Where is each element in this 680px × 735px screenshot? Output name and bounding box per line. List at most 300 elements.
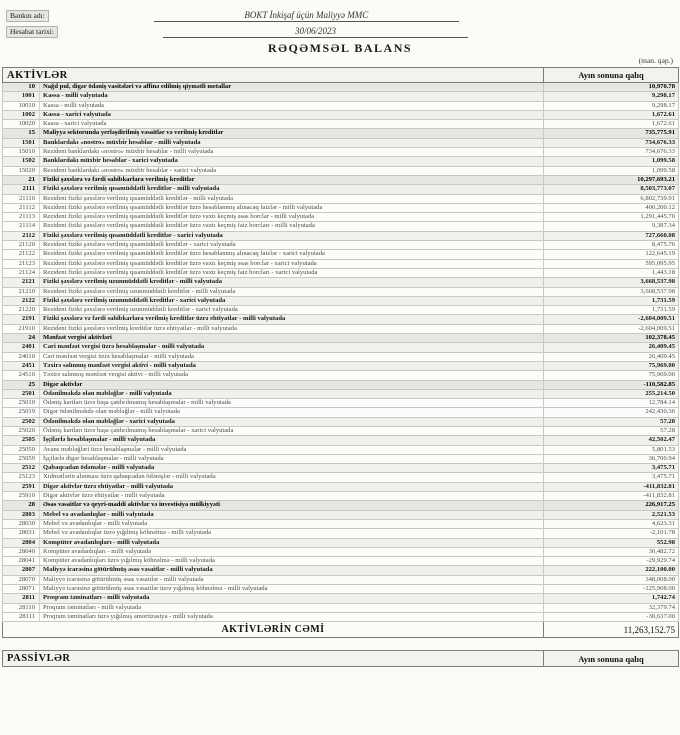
account-label: Rezident fiziki şəxslərə verilmiş qısamüddətli kreditlər - xarici valyutada [43, 241, 236, 249]
table-row [3, 287, 679, 296]
account-cell [3, 343, 544, 352]
account-cell [3, 482, 544, 491]
account-cell [3, 278, 544, 287]
table-row [3, 547, 679, 556]
account-code: 2112 [3, 232, 40, 240]
account-label: Fiziki şəxslərə verilmiş uzunmüddətli kreditlər - xarici valyutada [43, 296, 226, 304]
account-label: Rezident fiziki şəxslərə verilmiş qısamüddətli kreditlər üzrə vaxtı keçmiş faiz borcları - xarici valyutada [43, 268, 318, 276]
table-row [3, 343, 679, 352]
account-balance: 1,731.59 [544, 296, 679, 305]
account-label: Fiziki şəxslərə verilmiş qısamüddətli kreditlər - xarici valyutada [43, 231, 223, 239]
account-cell [3, 436, 544, 445]
account-label: Kassa - xarici valyutada [43, 120, 107, 128]
account-cell [3, 473, 544, 482]
account-balance: 226,917.25 [544, 501, 679, 510]
account-label: Fiziki şəxslərə və fərdi sahibkarlara verilmiş kreditlər [43, 175, 195, 183]
table-row [3, 352, 679, 361]
account-balance: -125,908.00 [544, 585, 679, 594]
account-balance: 242,430.36 [544, 408, 679, 417]
account-code: 15010 [3, 148, 40, 156]
account-cell [3, 148, 544, 157]
account-label: Nağd pul, digər ödəniş vasitələri və affinə edilmiş qiymətli metallar [43, 83, 232, 90]
account-cell [3, 557, 544, 566]
table-row [3, 278, 679, 287]
liabilities-table [2, 650, 679, 667]
table-row [3, 268, 679, 277]
account-label: Rezident fiziki şəxslərə verilmiş qısamüddətli kreditlər üzrə hesablanmış alınacaq faizlər - xarici valyutada [43, 250, 325, 258]
bank-name-row [2, 6, 678, 22]
table-row [3, 259, 679, 268]
table-row [3, 371, 679, 380]
account-code: 25123 [3, 473, 40, 481]
table-row [3, 612, 679, 621]
account-code: 21110 [3, 195, 40, 203]
account-code: 2191 [3, 315, 40, 323]
account-code: 28 [3, 501, 40, 509]
account-balance: 255,214.50 [544, 389, 679, 398]
account-cell [3, 157, 544, 166]
account-label: Rezident banklardakı «nostro» müxbir hesablar - xarici valyutada [43, 166, 217, 174]
account-balance: 735,775.91 [544, 129, 679, 138]
account-cell [3, 185, 544, 194]
account-code: 25019 [3, 408, 40, 416]
account-label: Təxirə salınmış mənfəət vergisi aktivi - milli valyutada [43, 361, 196, 369]
account-cell [3, 389, 544, 398]
table-row [3, 473, 679, 482]
account-label: Rezident fiziki şəxslərə verilmiş kreditlər üzrə ehtiyatlar - milli valyutada [43, 324, 237, 332]
account-balance: -2,604,009.51 [544, 315, 679, 324]
account-balance: 1,672.61 [544, 120, 679, 129]
account-label: Proqram təminatları üzrə yığılmış amortizasiya - milli valyutada [43, 612, 213, 620]
account-label: Rezident fiziki şəxslərə verilmiş qısamüddətli kreditlər - milli valyutada [43, 194, 234, 202]
account-cell [3, 306, 544, 315]
account-label: Digər aktivlər üzrə ehtiyatlar - milli valyutada [43, 482, 174, 490]
account-cell [3, 510, 544, 519]
assets-header-row [3, 68, 679, 83]
account-cell [3, 92, 544, 101]
account-balance: 9,298.17 [544, 92, 679, 101]
account-balance: 30,482.72 [544, 547, 679, 556]
account-cell [3, 315, 544, 324]
account-label: Banklardakı müxbir hesablar - xarici valyutada [43, 157, 178, 165]
account-cell [3, 399, 544, 408]
account-cell [3, 324, 544, 333]
account-code: 2401 [3, 343, 40, 351]
account-label: Rezident fiziki şəxslərə verilmiş uzunmüddətli kreditlər - milli valyutada [43, 287, 236, 295]
account-balance: 12,784.14 [544, 399, 679, 408]
account-code: 2512 [3, 464, 40, 472]
account-cell [3, 259, 544, 268]
account-cell [3, 231, 544, 240]
table-row [3, 222, 679, 231]
account-code: 25050 [3, 446, 40, 454]
account-code: 1501 [3, 139, 40, 147]
account-label: Kompüter avadanlıqları üzrə yığılmış köhnəlmə - milli valyutada [43, 557, 215, 565]
table-row [3, 166, 679, 175]
account-balance: 1,099.58 [544, 157, 679, 166]
account-label: Maliyyə icarəsinə götürülmüş əsas vəsaitlər - milli valyutada [43, 566, 213, 574]
account-code: 28071 [3, 585, 40, 593]
account-balance: 348,008.00 [544, 575, 679, 584]
account-balance: -411,832.81 [544, 482, 679, 491]
table-row [3, 445, 679, 454]
account-label: Ödənilməkdə olan məbləğlər - xarici valyutada [43, 417, 175, 425]
account-label: Kassa - milli valyutada [43, 101, 104, 109]
amount-column-header: Ayın sonuna qalıq [544, 68, 679, 83]
account-balance: 222,100.00 [544, 566, 679, 575]
bank-name-label: Bankın adı: [6, 10, 49, 22]
table-row [3, 594, 679, 603]
table-row [3, 213, 679, 222]
account-balance: 1,731.59 [544, 306, 679, 315]
account-cell [3, 566, 544, 575]
amount-column-header-liabilities: Ayın sonuna qalıq [544, 651, 679, 667]
account-balance: 1,099.58 [544, 166, 679, 175]
account-cell [3, 352, 544, 361]
liabilities-header-row [3, 651, 679, 667]
account-balance: 3,475.71 [544, 464, 679, 473]
account-code: 21113 [3, 213, 40, 221]
account-code: 10010 [3, 102, 40, 110]
account-label: Digər aktivlər üzrə ehtiyatlar - milli valyutada [43, 492, 165, 500]
account-code: 21114 [3, 222, 40, 230]
table-row [3, 194, 679, 203]
currency-unit-note: (man. qəp.) [638, 56, 673, 65]
bank-name-value: BOKT İnkişaf üçün Maliyyə MMC [154, 9, 459, 22]
account-balance: 595,095.95 [544, 259, 679, 268]
account-balance: -110,582.85 [544, 380, 679, 389]
account-code: 2803 [3, 511, 40, 519]
table-row [3, 501, 679, 510]
account-cell [3, 361, 544, 370]
account-balance: 3,668,537.98 [544, 278, 679, 287]
account-cell [3, 501, 544, 510]
account-code: 2811 [3, 594, 40, 602]
table-row [3, 454, 679, 463]
liabilities-section-header: PASSİVLƏR [3, 651, 544, 667]
account-cell [3, 110, 544, 119]
table-row [3, 231, 679, 240]
account-code: 28041 [3, 557, 40, 565]
account-code: 28040 [3, 548, 40, 556]
account-cell [3, 426, 544, 435]
account-balance: 10,970.78 [544, 83, 679, 92]
table-row [3, 110, 679, 119]
account-cell [3, 445, 544, 454]
account-label: Maliyyə icarəsinə götürülmüş əsas vəsaitlər üzrə yığılmış köhnəlmə - milli valyutada [43, 585, 268, 593]
table-row [3, 575, 679, 584]
account-code: 25910 [3, 492, 40, 500]
table-row [3, 436, 679, 445]
table-row [3, 175, 679, 184]
account-cell [3, 371, 544, 380]
assets-total-value: 11,263,152.75 [544, 622, 679, 638]
account-balance: 2,521.53 [544, 510, 679, 519]
account-label: Cari mənfəət vergisi üzrə hesablaşmalar - milli valyutada [43, 352, 194, 360]
account-code: 24510 [3, 371, 40, 379]
account-cell [3, 603, 544, 612]
account-code: 24010 [3, 353, 40, 361]
table-row [3, 519, 679, 528]
account-cell [3, 203, 544, 212]
table-row [3, 492, 679, 501]
report-date-value: 30/06/2023 [163, 25, 468, 38]
account-cell [3, 175, 544, 184]
table-row [3, 83, 679, 92]
account-label: Proqram təminatları - milli valyutada [43, 594, 150, 602]
account-code: 21120 [3, 241, 40, 249]
account-code: 28030 [3, 520, 40, 528]
account-code: 2501 [3, 390, 40, 398]
table-row [3, 92, 679, 101]
table-row [3, 334, 679, 343]
table-row [3, 120, 679, 129]
account-balance: -2,101.78 [544, 529, 679, 538]
account-balance: 102,378.45 [544, 334, 679, 343]
account-code: 1502 [3, 157, 40, 165]
table-row [3, 157, 679, 166]
account-label: Rezident fiziki şəxslərə verilmiş qısamüddətli kreditlər üzrə vaxtı keçmiş əsas borclar - milli valyutada [43, 213, 315, 221]
account-cell [3, 585, 544, 594]
account-balance: 8,475.76 [544, 241, 679, 250]
account-code: 28111 [3, 613, 40, 621]
account-label: Xidmətlərin alınması üzrə qabaqcadan ödənişlər - milli valyutada [43, 473, 216, 481]
table-row [3, 203, 679, 212]
account-label: Mebel və avadanlıqlar üzrə yığılmış köhnəlmə - milli valyutada [43, 529, 212, 537]
account-label: Fiziki şəxslərə və fərdi sahibkarlara verilmiş kreditlər üzrə ehtiyatlar - milli valyutada [43, 315, 286, 323]
account-code: 21220 [3, 306, 40, 314]
table-row [3, 306, 679, 315]
assets-total-row [3, 622, 679, 638]
account-label: Rezident fiziki şəxslərə verilmiş uzunmüddətli kreditlər - xarici valyutada [43, 306, 238, 314]
account-code: 25010 [3, 399, 40, 407]
account-label: Maliyyə icarəsinə götürülmüş əsas vəsaitlər - milli valyutada [43, 575, 204, 583]
table-row [3, 361, 679, 370]
account-balance: -2,604,009.51 [544, 324, 679, 333]
table-row [3, 101, 679, 110]
account-balance: -30,637.00 [544, 612, 679, 621]
account-cell [3, 612, 544, 621]
table-row [3, 399, 679, 408]
account-balance: 1,672.61 [544, 110, 679, 119]
account-code: 2807 [3, 566, 40, 574]
account-label: Digər ödənilməkdə olan məbləğlər - milli valyutada [43, 408, 180, 416]
account-balance: 1,742.74 [544, 594, 679, 603]
assets-total-label: AKTİVLƏRİN CƏMİ [3, 622, 544, 638]
account-cell [3, 129, 544, 138]
table-row [3, 138, 679, 147]
account-code: 24 [3, 334, 40, 342]
account-label: Kompüter avadanlıqları - milli valyutada [43, 547, 152, 555]
account-code: 15020 [3, 167, 40, 175]
account-balance: 5,801.53 [544, 445, 679, 454]
table-row [3, 464, 679, 473]
table-row [3, 380, 679, 389]
table-row [3, 603, 679, 612]
account-balance: 26,409.45 [544, 352, 679, 361]
account-label: İşçilərlə hesablaşmalar - milli valyutada [43, 436, 156, 444]
account-cell [3, 287, 544, 296]
account-cell [3, 334, 544, 343]
account-cell [3, 213, 544, 222]
account-code: 21124 [3, 269, 40, 277]
table-row [3, 296, 679, 305]
account-balance: 57.28 [544, 417, 679, 426]
account-code: 1001 [3, 92, 40, 100]
account-cell [3, 380, 544, 389]
account-code: 10 [3, 83, 40, 91]
account-label: Kassa - milli valyutada [43, 92, 108, 100]
report-date-label: Hesabat tarixi: [6, 26, 58, 38]
account-label: Digər aktivlər [43, 380, 83, 388]
table-row [3, 315, 679, 324]
account-code: 21210 [3, 288, 40, 296]
table-row [3, 408, 679, 417]
account-label: Proqram təminatları - milli valyutada [43, 603, 142, 611]
account-cell [3, 594, 544, 603]
account-balance: 552.98 [544, 538, 679, 547]
account-balance: 36,700.94 [544, 454, 679, 463]
account-cell [3, 547, 544, 556]
account-balance: 727,660.08 [544, 231, 679, 240]
account-label: Rezident banklardakı «nostro» müxbir hesablar - milli valyutada [43, 148, 214, 156]
account-cell [3, 250, 544, 259]
account-balance: 1,443.18 [544, 268, 679, 277]
account-code: 28031 [3, 529, 40, 537]
account-cell [3, 417, 544, 426]
account-code: 21123 [3, 260, 40, 268]
account-cell [3, 519, 544, 528]
account-balance: 9,387.34 [544, 222, 679, 231]
account-code: 1002 [3, 111, 40, 119]
account-label: Rezident fiziki şəxslərə verilmiş qısamüddətli kreditlər üzrə hesablanmış alınacaq faizlər - milli valyutada [43, 203, 323, 211]
account-code: 2111 [3, 185, 40, 193]
account-balance: 42,502.47 [544, 436, 679, 445]
account-label: Mebel və avadanlıqlar - milli valyutada [43, 510, 154, 518]
account-cell [3, 166, 544, 175]
account-balance: 26,409.45 [544, 343, 679, 352]
account-balance: 75,969.00 [544, 371, 679, 380]
assets-table [2, 67, 679, 638]
table-row [3, 241, 679, 250]
account-balance: 400,200.12 [544, 203, 679, 212]
account-balance: -29,929.74 [544, 557, 679, 566]
account-cell [3, 575, 544, 584]
table-row [3, 426, 679, 435]
account-code: 28070 [3, 576, 40, 584]
account-cell [3, 529, 544, 538]
account-label: Fiziki şəxslərə verilmiş uzunmüddətli kreditlər - milli valyutada [43, 278, 223, 286]
account-code: 25059 [3, 455, 40, 463]
table-row [3, 482, 679, 491]
account-cell [3, 194, 544, 203]
account-cell [3, 222, 544, 231]
account-label: Kassa - xarici valyutada [43, 110, 111, 118]
account-cell [3, 492, 544, 501]
account-cell [3, 538, 544, 547]
account-balance: 4,623.31 [544, 519, 679, 528]
assets-section-header: AKTİVLƏR [3, 68, 544, 83]
table-row [3, 538, 679, 547]
account-label: Rezident fiziki şəxslərə verilmiş qısamüddətli kreditlər üzrə vaxtı keçmiş faiz borcları - milli valyutada [43, 222, 315, 230]
table-row [3, 510, 679, 519]
account-label: Banklardakı «nostro» müxbir hesablar - milli valyutada [43, 138, 201, 146]
account-balance: 122,645.19 [544, 250, 679, 259]
account-cell [3, 296, 544, 305]
table-row [3, 324, 679, 333]
report-date-row [2, 22, 678, 38]
report-title: RƏQƏMSƏL BALANS [267, 41, 413, 55]
account-label: Kompüter avadanlıqları - milli valyutada [43, 538, 160, 546]
account-label: Cari mənfəət vergisi üzrə hesablaşmalar - milli valyutada [43, 343, 205, 351]
account-label: Əsas vəsaitlər və qeyri-maddi aktivlər və investisiya mülkiyyəti [43, 501, 220, 509]
account-balance: 8,503,773.07 [544, 185, 679, 194]
account-cell [3, 268, 544, 277]
account-code: 2591 [3, 483, 40, 491]
account-label: Rezident fiziki şəxslərə verilmiş qısamüddətli kreditlər üzrə vaxtı keçmiş əsas borclar - xarici valyutada [43, 259, 317, 267]
account-balance: -411,832.81 [544, 492, 679, 501]
table-row [3, 529, 679, 538]
account-balance: 1,291,445.70 [544, 213, 679, 222]
account-label: Mebel və avadanlıqlar - milli valyutada [43, 519, 148, 527]
table-row [3, 585, 679, 594]
account-balance: 57.28 [544, 426, 679, 435]
account-cell [3, 120, 544, 129]
table-row [3, 185, 679, 194]
account-label: Avans məbləğləri üzrə hesablaşmalar - milli valyutada [43, 445, 187, 453]
account-balance: 734,676.33 [544, 138, 679, 147]
account-label: Mənfəət vergisi aktivləri [43, 334, 112, 342]
account-code: 10020 [3, 120, 40, 128]
account-cell [3, 464, 544, 473]
account-label: Qabaqcadan ödəmələr - milli valyutada [43, 464, 155, 472]
account-label: Təxirə salınmış mənfəət vergisi aktivi - milli valyutada [43, 371, 189, 379]
account-label: Ödənilməkdə olan məbləğlər - milli valyutada [43, 389, 172, 397]
account-cell [3, 138, 544, 147]
account-cell [3, 408, 544, 417]
account-code: 2121 [3, 278, 40, 286]
account-cell [3, 83, 544, 92]
account-balance: 9,298.17 [544, 101, 679, 110]
account-code: 21122 [3, 250, 40, 258]
account-label: Ödəniş kartları üzrə başa çatdırılmamış hesablaşmalar - xarici valyutada [43, 426, 234, 434]
account-balance: 10,297,693.21 [544, 175, 679, 184]
account-code: 2502 [3, 418, 40, 426]
account-code: 2505 [3, 436, 40, 444]
account-code: 2122 [3, 297, 40, 305]
account-label: Fiziki şəxslərə verilmiş qısamüddətli kreditlər - milli valyutada [43, 185, 220, 193]
table-row [3, 389, 679, 398]
assets-table-body [3, 83, 679, 622]
account-code: 21 [3, 176, 40, 184]
account-code: 21910 [3, 325, 40, 333]
account-balance: 3,668,537.98 [544, 287, 679, 296]
table-row [3, 148, 679, 157]
table-row [3, 566, 679, 575]
account-balance: 32,379.74 [544, 603, 679, 612]
account-code: 15 [3, 129, 40, 137]
account-code: 25 [3, 381, 40, 389]
account-code: 2451 [3, 362, 40, 370]
account-label: Maliyyə sektorunda yerləşdirilmiş vəsaitlər və verilmiş kreditlər [43, 129, 224, 137]
account-balance: 734,676.33 [544, 148, 679, 157]
account-code: 21112 [3, 204, 40, 212]
account-label: Ödəniş kartları üzrə başa çatdırılmamış hesablaşmalar - milli valyutada [43, 399, 231, 407]
account-balance: 75,969.00 [544, 361, 679, 370]
table-row [3, 557, 679, 566]
account-code: 25020 [3, 427, 40, 435]
account-code: 28110 [3, 604, 40, 612]
